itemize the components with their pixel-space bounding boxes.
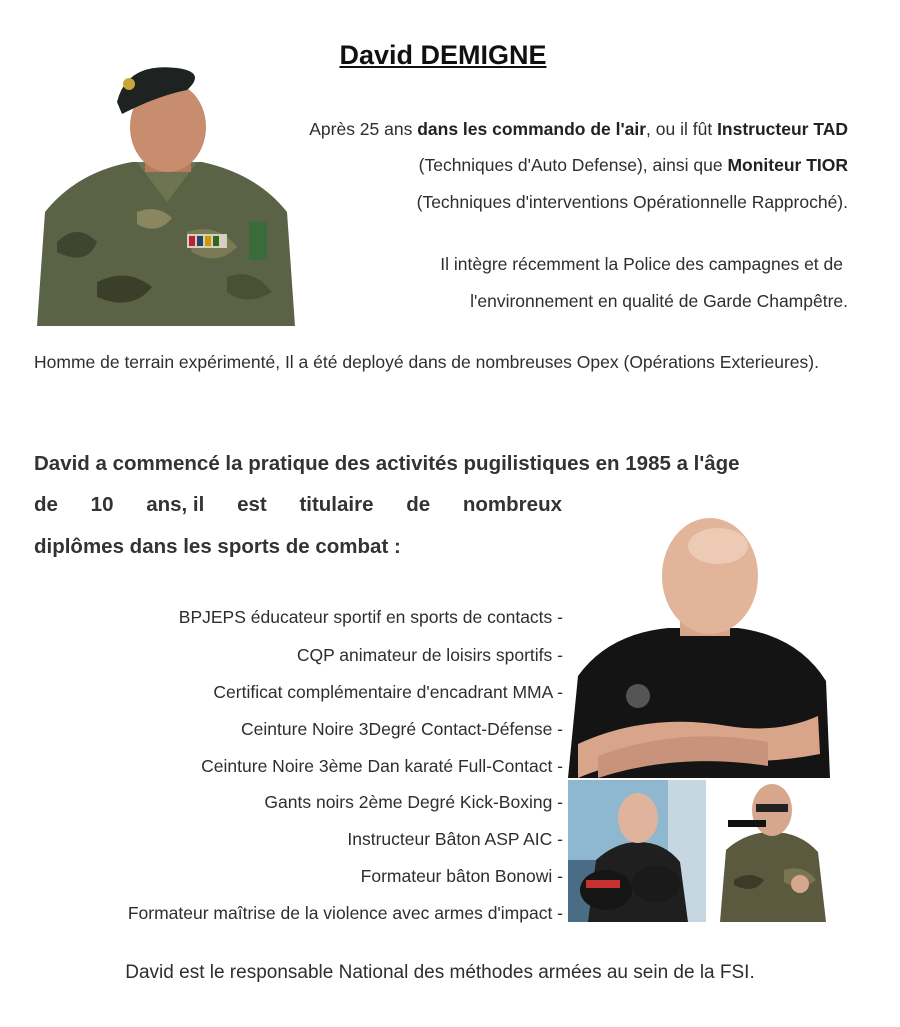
instructeur-tad-text: Instructeur TAD (717, 119, 848, 139)
military-portrait-photo (37, 62, 295, 326)
diploma-item: Ceinture Noire 3Degré Contact-Défense - (241, 719, 563, 739)
intro-line-2: (Techniques d'Auto Defense), ainsi que Moniteur TIOR (418, 155, 848, 175)
lead-line-1: David a commencé la pratique des activités pugilistiques en 1985 a l'âge (34, 452, 740, 475)
diploma-item: BPJEPS éducateur sportif en sports de contacts - (178, 607, 563, 627)
diploma-item: Instructeur Bâton ASP AIC - (347, 829, 563, 849)
diploma-item: Ceinture Noire 3ème Dan karaté Full-Contact - (201, 756, 563, 776)
footer-text: David est le responsable National des méthodes armées au sein de la FSI. (125, 962, 755, 983)
commando-text: dans les commando de l'air (417, 119, 647, 139)
diploma-item: Formateur bâton Bonowi - (360, 866, 563, 886)
intro-line-1: Après 25 ans dans les commando de l'air, ou il fût Instructeur TAD (309, 119, 848, 139)
terrain-paragraph: Homme de terrain expérimenté, Il a été deployé dans de nombreuses Opex (Opérations Exterieures). (34, 352, 819, 372)
lead-line-3: diplômes dans les sports de combat : (34, 535, 401, 558)
page-title: David DEMIGNE (339, 40, 547, 70)
diploma-item: Formateur maîtrise de la violence avec armes d'impact - (127, 903, 563, 923)
diploma-item: Certificat complémentaire d'encadrant MMA - (213, 682, 563, 702)
diploma-item: Gants noirs 2ème Degré Kick-Boxing - (264, 792, 563, 812)
moniteur-tior-text: Moniteur TIOR (727, 155, 848, 175)
intro-line-5: l'environnement en qualité de Garde Champêtre. (470, 291, 848, 311)
baton-photo (714, 780, 832, 922)
arms-crossed-photo (568, 516, 830, 778)
lead-line-2: de 10 ans, il est titulaire de nombreux (34, 493, 562, 516)
intro-line-4: Il intègre récemment la Police des campagnes et de (440, 254, 843, 274)
intro-line-3: (Techniques d'interventions Opérationnelle Rapproché). (416, 192, 848, 212)
boxing-photo (568, 780, 706, 922)
diploma-item: CQP animateur de loisirs sportifs - (296, 645, 563, 665)
